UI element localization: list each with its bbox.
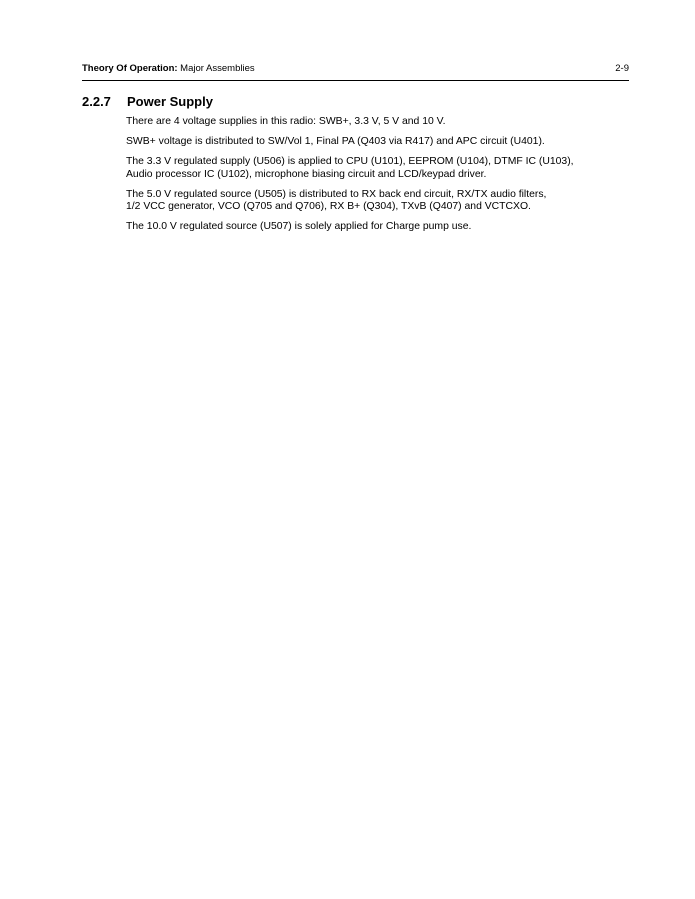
header-divider (82, 80, 629, 81)
paragraph-line: Audio processor IC (U102), microphone biasing circuit and LCD/keypad driver. (126, 168, 487, 180)
section-heading (82, 93, 629, 111)
section-body (126, 116, 629, 241)
section-number: 2.2.7 (82, 94, 111, 109)
paragraph-3v3-supply (126, 156, 629, 181)
paragraph-line: SWB+ voltage is distributed to SW/Vol 1, Final PA (Q403 via R417) and APC circuit (U401). (126, 136, 545, 147)
paragraph-voltage-supplies (126, 116, 629, 129)
paragraph-line: 1/2 VCC generator, VCO (Q705 and Q706), RX B+ (Q304), TXvB (Q407) and VCTCXO. (126, 201, 531, 212)
header-chapter: Theory Of Operation: (82, 63, 178, 74)
running-header (82, 62, 629, 76)
header-section: Major Assemblies (177, 63, 255, 74)
paragraph-10v0-source (126, 221, 629, 234)
paragraph-swb-voltage (126, 136, 629, 149)
paragraph-line: There are 4 voltage supplies in this radio: SWB+, 3.3 V, 5 V and 10 V. (126, 116, 446, 127)
section-title: Power Supply (127, 94, 213, 109)
paragraph-5v0-source (126, 189, 629, 214)
header-page-number: 2-9 (615, 63, 629, 74)
header-title (82, 62, 255, 76)
paragraph-line: The 5.0 V regulated source (U505) is distributed to RX back end circuit, RX/TX audio filters, (126, 188, 547, 200)
paragraph-line: The 3.3 V regulated supply (U506) is applied to CPU (U101), EEPROM (U104), DTMF IC (U103), (126, 156, 574, 167)
paragraph-line: The 10.0 V regulated source (U507) is solely applied for Charge pump use. (126, 221, 472, 232)
